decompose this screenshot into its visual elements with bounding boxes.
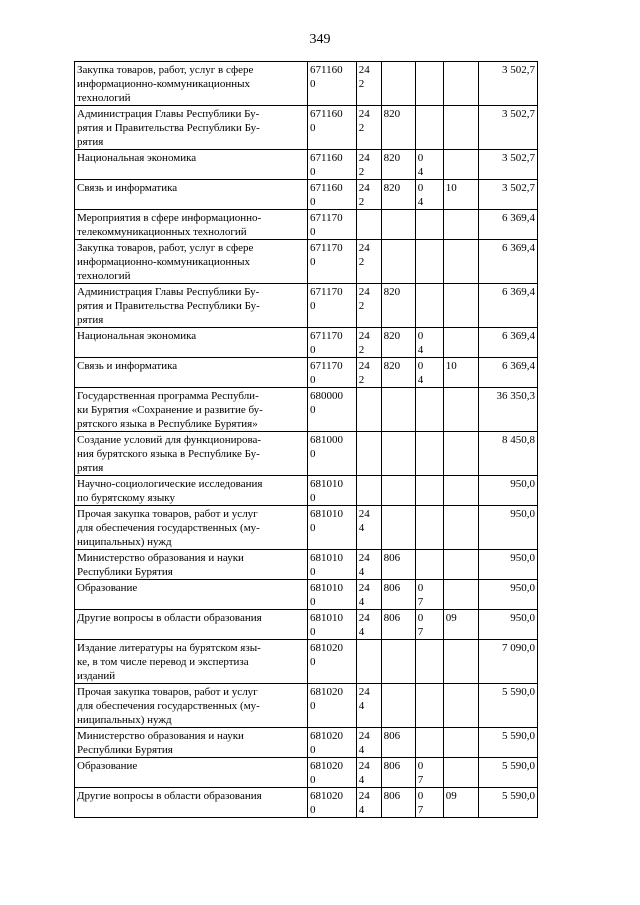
row-rz-cell: [415, 240, 443, 284]
row-rz-cell: 0 4: [415, 328, 443, 358]
row-vr-cell: 24 4: [356, 788, 381, 818]
row-vr-cell: 24 4: [356, 610, 381, 640]
row-vr-cell: 24 4: [356, 550, 381, 580]
table-row: [75, 432, 538, 476]
row-rz-cell: [415, 62, 443, 106]
row-rz-cell: [415, 728, 443, 758]
row-grbs-cell: [381, 240, 415, 284]
row-pr-cell: [443, 240, 478, 284]
row-csr-cell: 671160 0: [308, 62, 357, 106]
table-row: [75, 62, 538, 106]
row-grbs-cell: [381, 506, 415, 550]
row-vr-cell: 24 2: [356, 180, 381, 210]
row-sum-cell: 7 090,0: [478, 640, 537, 684]
page-number: 349: [309, 32, 331, 47]
row-sum-cell: 950,0: [478, 580, 537, 610]
row-rz-cell: [415, 210, 443, 240]
table-row: [75, 328, 538, 358]
row-grbs-cell: 806: [381, 550, 415, 580]
row-csr-cell: 671160 0: [308, 150, 357, 180]
row-vr-cell: [356, 432, 381, 476]
row-rz-cell: 0 4: [415, 358, 443, 388]
row-rz-cell: [415, 640, 443, 684]
row-vr-cell: 24 4: [356, 506, 381, 550]
table-row: [75, 180, 538, 210]
row-vr-cell: [356, 210, 381, 240]
row-pr-cell: [443, 388, 478, 432]
row-vr-cell: 24 2: [356, 240, 381, 284]
row-vr-cell: 24 2: [356, 328, 381, 358]
row-grbs-cell: 820: [381, 328, 415, 358]
row-name-cell: Образование: [75, 758, 308, 788]
row-name-cell: Администрация Главы Республики Бу- рятия и Правительства Республики Бу- рятия: [75, 284, 308, 328]
row-grbs-cell: 820: [381, 106, 415, 150]
row-sum-cell: 3 502,7: [478, 150, 537, 180]
row-sum-cell: 3 502,7: [478, 180, 537, 210]
row-pr-cell: [443, 328, 478, 358]
row-vr-cell: [356, 640, 381, 684]
row-vr-cell: 24 2: [356, 106, 381, 150]
row-name-cell: Связь и информатика: [75, 180, 308, 210]
row-name-cell: Администрация Главы Республики Бу- рятия и Правительства Республики Бу- рятия: [75, 106, 308, 150]
row-rz-cell: 0 7: [415, 610, 443, 640]
row-name-cell: Создание условий для функционирова- ния бурятского языка в Республике Бу- рятия: [75, 432, 308, 476]
row-csr-cell: 680000 0: [308, 388, 357, 432]
row-pr-cell: 09: [443, 610, 478, 640]
row-grbs-cell: [381, 640, 415, 684]
row-grbs-cell: 806: [381, 728, 415, 758]
row-pr-cell: [443, 150, 478, 180]
row-name-cell: Образование: [75, 580, 308, 610]
row-sum-cell: 950,0: [478, 550, 537, 580]
row-csr-cell: 681020 0: [308, 788, 357, 818]
row-csr-cell: 671160 0: [308, 106, 357, 150]
row-name-cell: Министерство образования и науки Республики Бурятия: [75, 550, 308, 580]
row-pr-cell: [443, 62, 478, 106]
row-csr-cell: 681010 0: [308, 476, 357, 506]
row-rz-cell: [415, 388, 443, 432]
table-row: [75, 788, 538, 818]
row-name-cell: Закупка товаров, работ, услуг в сфере информационно-коммуникационных технологий: [75, 62, 308, 106]
row-grbs-cell: 820: [381, 284, 415, 328]
row-sum-cell: 6 369,4: [478, 240, 537, 284]
row-pr-cell: [443, 284, 478, 328]
row-name-cell: Министерство образования и науки Республики Бурятия: [75, 728, 308, 758]
row-name-cell: Закупка товаров, работ, услуг в сфере информационно-коммуникационных технологий: [75, 240, 308, 284]
row-vr-cell: 24 4: [356, 580, 381, 610]
row-pr-cell: 10: [443, 180, 478, 210]
row-rz-cell: [415, 550, 443, 580]
row-rz-cell: 0 7: [415, 758, 443, 788]
row-grbs-cell: 820: [381, 180, 415, 210]
row-sum-cell: 950,0: [478, 476, 537, 506]
row-rz-cell: [415, 476, 443, 506]
row-grbs-cell: [381, 476, 415, 506]
table-row: [75, 358, 538, 388]
row-sum-cell: 36 350,3: [478, 388, 537, 432]
row-name-cell: Другие вопросы в области образования: [75, 610, 308, 640]
row-sum-cell: 5 590,0: [478, 728, 537, 758]
row-rz-cell: 0 7: [415, 788, 443, 818]
row-pr-cell: [443, 550, 478, 580]
row-rz-cell: 0 7: [415, 580, 443, 610]
row-csr-cell: 681010 0: [308, 580, 357, 610]
row-name-cell: Другие вопросы в области образования: [75, 788, 308, 818]
table-row: [75, 728, 538, 758]
row-grbs-cell: 820: [381, 358, 415, 388]
row-pr-cell: [443, 580, 478, 610]
row-name-cell: Прочая закупка товаров, работ и услуг для обеспечения государственных (му- ниципальных) нужд: [75, 684, 308, 728]
row-grbs-cell: [381, 388, 415, 432]
table-row: [75, 106, 538, 150]
row-csr-cell: 671170 0: [308, 284, 357, 328]
row-name-cell: Мероприятия в сфере информационно- телекоммуникационных технологий: [75, 210, 308, 240]
row-grbs-cell: [381, 432, 415, 476]
row-grbs-cell: 820: [381, 150, 415, 180]
row-sum-cell: 6 369,4: [478, 328, 537, 358]
row-rz-cell: 0 4: [415, 180, 443, 210]
row-sum-cell: 5 590,0: [478, 758, 537, 788]
table-row: [75, 210, 538, 240]
row-pr-cell: [443, 432, 478, 476]
row-vr-cell: 24 2: [356, 150, 381, 180]
row-csr-cell: 681020 0: [308, 684, 357, 728]
row-vr-cell: [356, 388, 381, 432]
row-pr-cell: [443, 684, 478, 728]
row-csr-cell: 671170 0: [308, 328, 357, 358]
row-name-cell: Связь и информатика: [75, 358, 308, 388]
row-vr-cell: 24 2: [356, 284, 381, 328]
row-vr-cell: [356, 476, 381, 506]
row-sum-cell: 3 502,7: [478, 62, 537, 106]
row-vr-cell: 24 4: [356, 684, 381, 728]
row-sum-cell: 6 369,4: [478, 284, 537, 328]
row-rz-cell: [415, 684, 443, 728]
table-row: [75, 580, 538, 610]
row-grbs-cell: 806: [381, 580, 415, 610]
table-row: [75, 240, 538, 284]
row-rz-cell: [415, 106, 443, 150]
row-sum-cell: 5 590,0: [478, 788, 537, 818]
table-row: [75, 506, 538, 550]
row-sum-cell: 6 369,4: [478, 210, 537, 240]
row-rz-cell: [415, 432, 443, 476]
row-grbs-cell: [381, 210, 415, 240]
row-pr-cell: 09: [443, 788, 478, 818]
row-pr-cell: [443, 476, 478, 506]
row-rz-cell: 0 4: [415, 150, 443, 180]
row-pr-cell: 10: [443, 358, 478, 388]
row-pr-cell: [443, 106, 478, 150]
row-csr-cell: 681010 0: [308, 610, 357, 640]
row-grbs-cell: 806: [381, 788, 415, 818]
row-pr-cell: [443, 728, 478, 758]
row-grbs-cell: [381, 62, 415, 106]
row-csr-cell: 681010 0: [308, 506, 357, 550]
row-pr-cell: [443, 758, 478, 788]
row-csr-cell: 681000 0: [308, 432, 357, 476]
row-name-cell: Прочая закупка товаров, работ и услуг для обеспечения государственных (му- ниципальных) нужд: [75, 506, 308, 550]
table-row: [75, 684, 538, 728]
row-name-cell: Научно-социологические исследования по бурятскому языку: [75, 476, 308, 506]
table-row: [75, 550, 538, 580]
row-sum-cell: 950,0: [478, 610, 537, 640]
row-sum-cell: 5 590,0: [478, 684, 537, 728]
row-grbs-cell: 806: [381, 610, 415, 640]
table-row: [75, 150, 538, 180]
row-grbs-cell: [381, 684, 415, 728]
budget-table-body: [75, 62, 538, 818]
row-vr-cell: 24 2: [356, 62, 381, 106]
table-row: [75, 640, 538, 684]
row-csr-cell: 671170 0: [308, 240, 357, 284]
row-csr-cell: 671160 0: [308, 180, 357, 210]
row-sum-cell: 950,0: [478, 506, 537, 550]
row-vr-cell: 24 4: [356, 758, 381, 788]
row-sum-cell: 3 502,7: [478, 106, 537, 150]
row-sum-cell: 6 369,4: [478, 358, 537, 388]
row-csr-cell: 681020 0: [308, 758, 357, 788]
table-row: [75, 284, 538, 328]
row-sum-cell: 8 450,8: [478, 432, 537, 476]
row-rz-cell: [415, 284, 443, 328]
row-csr-cell: 671170 0: [308, 358, 357, 388]
row-pr-cell: [443, 210, 478, 240]
row-name-cell: Издание литературы на бурятском язы- ке, в том числе перевод и экспертиза изданий: [75, 640, 308, 684]
budget-table: [74, 61, 538, 818]
row-pr-cell: [443, 506, 478, 550]
row-vr-cell: 24 2: [356, 358, 381, 388]
table-row: [75, 476, 538, 506]
row-csr-cell: 671170 0: [308, 210, 357, 240]
row-grbs-cell: 806: [381, 758, 415, 788]
table-row: [75, 610, 538, 640]
row-csr-cell: 681020 0: [308, 728, 357, 758]
table-row: [75, 758, 538, 788]
row-name-cell: Государственная программа Республи- ки Бурятия «Сохранение и развитие бу- рятского языка в Республике Бурятия»: [75, 388, 308, 432]
row-csr-cell: 681010 0: [308, 550, 357, 580]
row-vr-cell: 24 4: [356, 728, 381, 758]
table-row: [75, 388, 538, 432]
row-name-cell: Национальная экономика: [75, 150, 308, 180]
row-name-cell: Национальная экономика: [75, 328, 308, 358]
row-csr-cell: 681020 0: [308, 640, 357, 684]
row-pr-cell: [443, 640, 478, 684]
row-rz-cell: [415, 506, 443, 550]
